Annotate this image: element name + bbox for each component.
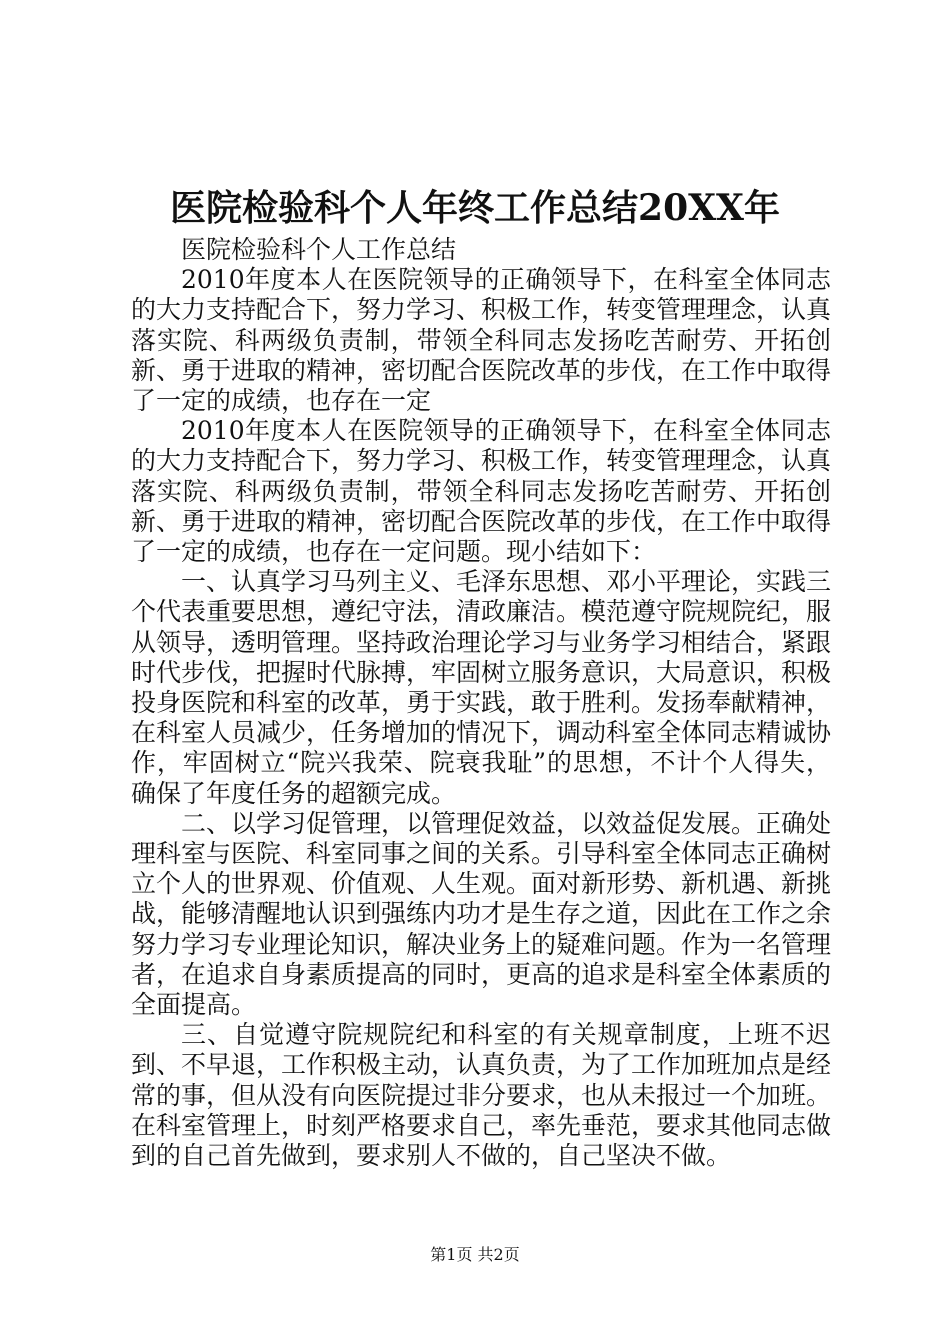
document-subtitle: 医院检验科个人工作总结 <box>181 235 457 264</box>
paragraph-section-1: 一、认真学习马列主义、毛泽东思想、邓小平理论，实践三个代表重要思想，遵纪守法，清政廉洁。模范遵守院规院纪，服从领导，透明管理。坚持政治理论学习与业务学习相结合，紧跟时代步伐，把握时代脉搏，牢固树立服务意识，大局意识，积极投身医院和科室的改革，勇于实践，敢于胜利。发扬奉献精神，在科室人员减少，任务增加的情况下，调动科室全体同志精诚协作，牢固树立“院兴我荣、院衰我耻”的思想，不计个人得失，确保了年度任务的超额完成。 <box>131 567 832 808</box>
document-title: 医院检验科个人年终工作总结20XX年 <box>170 187 780 229</box>
paragraph-intro-draft: 2010年度本人在医院领导的正确领导下，在科室全体同志的大力支持配合下，努力学习、积极工作，转变管理理念，认真落实院、科两级负责制，带领全科同志发扬吃苦耐劳、开拓创新、勇于进取的精神，密切配合医院改革的步伐，在工作中取得了一定的成绩，也存在一定 <box>131 265 832 416</box>
page-footer: 第1页 共2页 <box>430 1245 520 1264</box>
paragraph-section-2: 二、以学习促管理，以管理促效益，以效益促发展。正确处理科室与医院、科室同事之间的关系。引导科室全体同志正确树立个人的世界观、价值观、人生观。面对新形势、新机遇、新挑战，能够清醒地认识到强练内功才是生存之道，因此在工作之余努力学习专业理论知识，解决业务上的疑难问题。作为一名管理者，在追求自身素质提高的同时，更高的追求是科室全体素质的全面提高。 <box>131 808 832 1020</box>
paragraph-intro: 2010年度本人在医院领导的正确领导下，在科室全体同志的大力支持配合下，努力学习、积极工作，转变管理理念，认真落实院、科两级负责制，带领全科同志发扬吃苦耐劳、开拓创新、勇于进取的精神，密切配合医院改革的步伐，在工作中取得了一定的成绩，也存在一定问题。现小结如下： <box>131 416 832 567</box>
paragraph-section-3: 三、自觉遵守院规院纪和科室的有关规章制度，上班不迟到、不早退，工作积极主动，认真负责，为了工作加班加点是经常的事，但从没有向医院提过非分要求，也从未报过一个加班。在科室管理上，时刻严格要求自己，率先垂范，要求其他同志做到的自己首先做到，要求别人不做的，自己坚决不做。 <box>131 1020 832 1171</box>
document-body <box>131 235 831 1171</box>
